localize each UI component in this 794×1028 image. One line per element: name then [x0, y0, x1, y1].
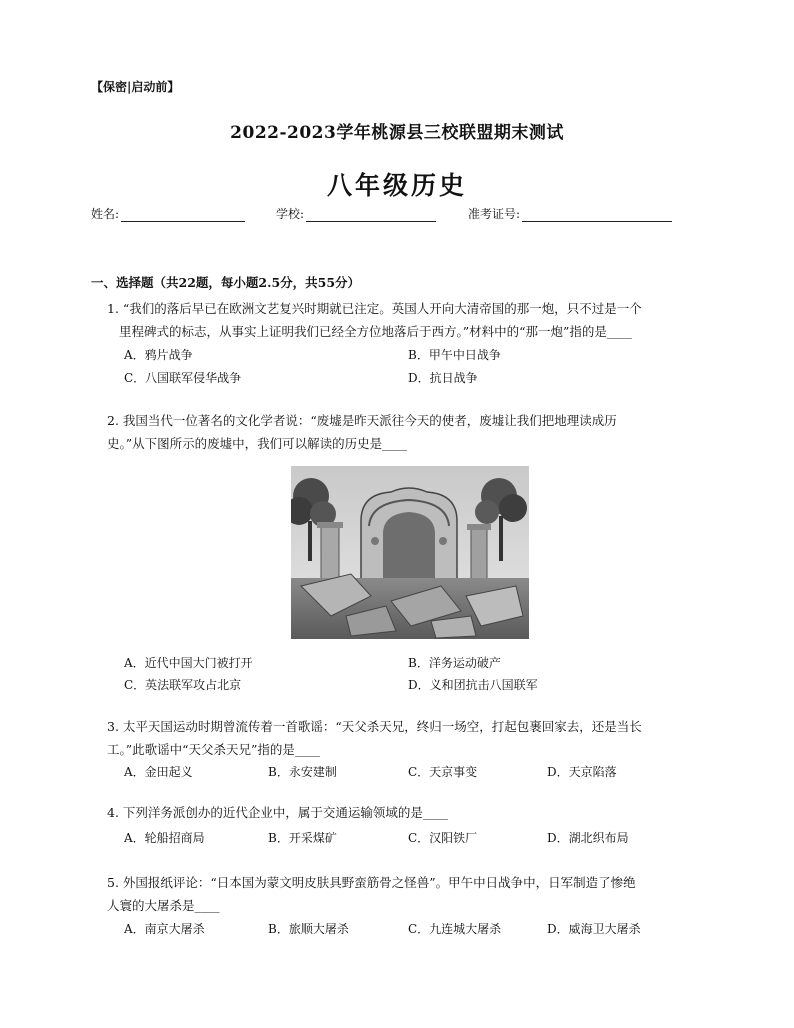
exam-title: 2022-2023学年桃源县三校联盟期末测试 [230, 123, 564, 143]
exam-number-blank[interactable] [522, 208, 672, 222]
question-1 [107, 297, 642, 343]
option-c[interactable]: C．英法联军攻占北京 [124, 678, 242, 692]
question-3 [107, 715, 642, 761]
option-a[interactable]: A．近代中国大门被打开 [124, 656, 253, 670]
question-text: 5. 外国报纸评论：“日本国为蒙文明皮肤具野蛮筋骨之怪兽”。甲午中日战争中，日军制造了惨绝 [107, 875, 636, 890]
option-b[interactable]: B．开采煤矿 [268, 831, 337, 845]
option-a[interactable]: A．金田起义 [124, 765, 193, 779]
option-b[interactable]: B．旅顺大屠杀 [268, 922, 349, 936]
question-text: 1. “我们的落后早已在欧洲文艺复兴时期就已注定。英国人开向大清帝国的那一炮，只不过是一个 [107, 301, 642, 316]
option-c[interactable]: C．八国联军侵华战争 [124, 371, 242, 385]
section-heading: 一、选择题（共22题，每小题2.5分，共55分） [91, 275, 361, 290]
name-field[interactable] [91, 205, 245, 222]
option-a[interactable]: A．轮船招商局 [124, 831, 205, 845]
name-label: 姓名: [91, 207, 120, 221]
option-d[interactable]: D．抗日战争 [408, 371, 478, 385]
option-b[interactable]: B．永安建制 [268, 765, 337, 779]
confidential-tag: 【保密|启动前】 [91, 80, 180, 94]
option-a[interactable]: A．南京大屠杀 [124, 922, 205, 936]
question-5 [107, 871, 636, 917]
question-text: 工。”此歌谣中“天父杀天兄”指的是____ [107, 742, 320, 757]
question-text: 人寰的大屠杀是____ [107, 898, 220, 913]
option-c[interactable]: C．天京事变 [408, 765, 478, 779]
question-text: 2. 我国当代一位著名的文化学者说：“废墟是昨天派往今天的使者，废墟让我们把地理读成历 [107, 413, 617, 428]
question-text: 3. 太平天国运动时期曾流传着一首歌谣：“天父杀天兄，终归一场空，打起包裹回家去，还是当长 [107, 719, 642, 734]
question-2 [107, 409, 617, 455]
option-b[interactable]: B．甲午中日战争 [408, 348, 501, 362]
question-text: 史。”从下图所示的废墟中，我们可以解读的历史是____ [107, 436, 408, 451]
option-b[interactable]: B．洋务运动破产 [408, 656, 501, 670]
option-d[interactable]: D．义和团抗击八国联军 [408, 678, 538, 692]
option-c[interactable]: C．九连城大屠杀 [408, 922, 502, 936]
ruins-image [291, 466, 529, 639]
option-d[interactable]: D．威海卫大屠杀 [547, 922, 641, 936]
school-blank[interactable] [306, 208, 436, 222]
option-d[interactable]: D．天京陷落 [547, 765, 617, 779]
exam-number-label: 准考证号: [468, 207, 521, 221]
option-a[interactable]: A．鸦片战争 [124, 348, 193, 362]
option-c[interactable]: C．汉阳铁厂 [408, 831, 478, 845]
name-blank[interactable] [121, 208, 245, 222]
ruins-photo [291, 466, 529, 639]
option-d[interactable]: D．湖北织布局 [547, 831, 629, 845]
question-text: 里程碑式的标志，从事实上证明我们已经全方位地落后于西方。”材料中的“那一炮”指的是____ [119, 324, 632, 339]
school-field[interactable] [276, 205, 436, 222]
exam-number-field[interactable] [468, 205, 672, 222]
school-label: 学校: [276, 207, 305, 221]
subject-title: 八年级历史 [326, 171, 467, 200]
question-4 [107, 801, 448, 824]
question-text: 4. 下列洋务派创办的近代企业中，属于交通运输领域的是____ [107, 805, 448, 820]
